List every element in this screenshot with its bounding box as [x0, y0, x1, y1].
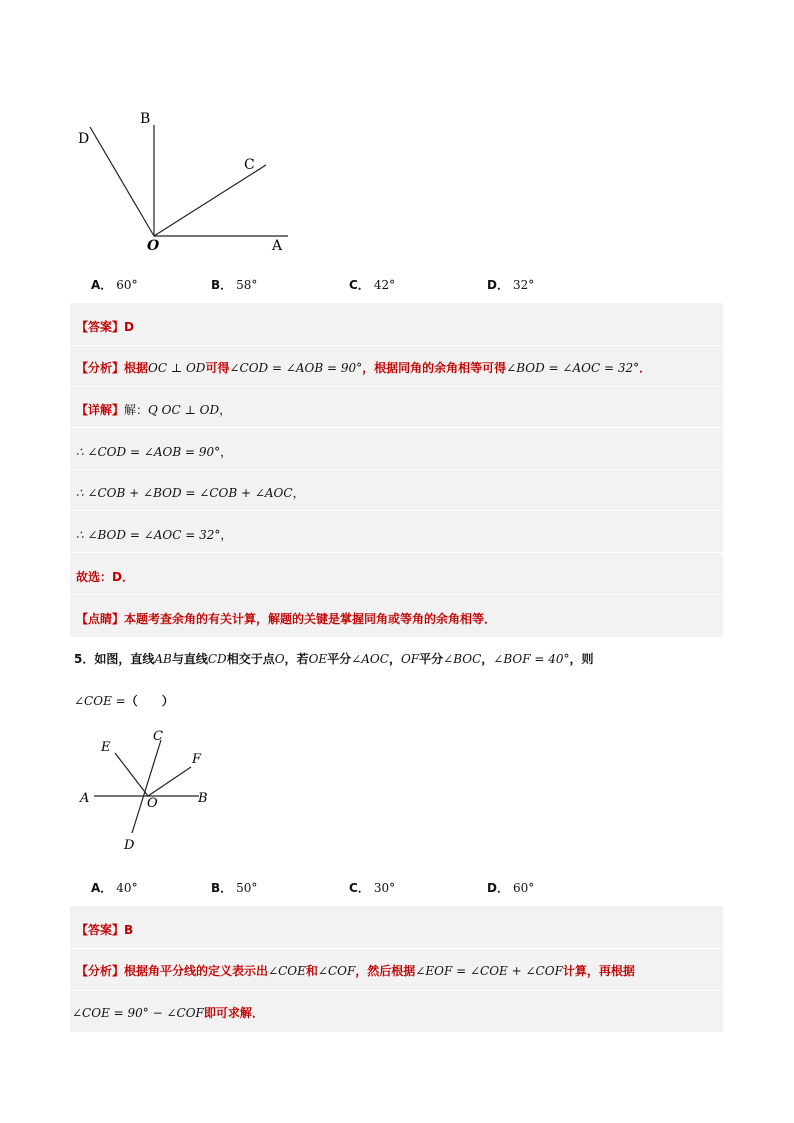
q4-option-b[interactable]: B． 58°: [211, 278, 258, 292]
q4-step-3: ∴ ∠BOD = ∠AOC = 32°，: [76, 528, 233, 542]
q5-option-a[interactable]: A． 40°: [91, 881, 138, 895]
label-b: B: [198, 791, 208, 806]
ray-oc: [154, 165, 266, 236]
q4-options: [91, 276, 731, 298]
q5-option-c[interactable]: C． 30°: [349, 881, 396, 895]
q4-detail: 【详解】解：Q OC ⊥ OD，: [76, 403, 232, 417]
q5-option-b[interactable]: B． 50°: [211, 881, 258, 895]
q4-solution-block: [70, 303, 723, 637]
label-d: D: [78, 131, 90, 147]
q5-stem-line-2: ∠COE =（ ）: [74, 694, 174, 708]
q5-number: 5．: [74, 652, 95, 666]
q4-comment: 【点睛】本题考查余角的有关计算，解题的关键是掌握同角或等角的余角相等．: [76, 612, 497, 626]
q4-step-2: ∴ ∠COB + ∠BOD = ∠COB + ∠AOC，: [76, 486, 305, 500]
q5-stem-line-1: 5．如图，直线AB与直线CD相交于点O，若OE平分∠AOC，OF平分∠BOC，∠BOF = 40°，则: [74, 652, 594, 666]
q5-option-d[interactable]: D． 60°: [487, 881, 535, 895]
label-b: B: [140, 111, 151, 127]
q5-angle-figure: [74, 725, 224, 860]
ray-oe: [115, 753, 148, 796]
ray-od: [90, 127, 154, 236]
label-c: C: [153, 729, 163, 744]
label-c: C: [244, 157, 255, 173]
q4-option-c[interactable]: C． 42°: [349, 278, 396, 292]
ray-of: [148, 767, 191, 796]
q5-solution-block: [70, 906, 723, 1032]
q5-answer: 【答案】B: [76, 923, 134, 937]
q5-analysis-line-1: 【分析】根据角平分线的定义表示出∠COE和∠COF，然后根据∠EOF = ∠COE + ∠COF计算，再根据: [76, 964, 635, 978]
q5-analysis-line-2: ∠COE = 90° − ∠COF即可求解．: [72, 1006, 264, 1020]
label-a: A: [272, 238, 283, 254]
label-f: F: [192, 752, 202, 767]
q4-option-d[interactable]: D． 32°: [487, 278, 535, 292]
label-a: A: [80, 791, 90, 806]
q4-option-a[interactable]: A． 60°: [91, 278, 138, 292]
q4-angle-figure: [70, 105, 300, 255]
q4-analysis: 【分析】根据OC ⊥ OD可得∠COD = ∠AOB = 90°，根据同角的余角相等可得∠BOD = ∠AOC = 32°．: [76, 361, 652, 375]
q4-answer: 【答案】D: [76, 320, 134, 334]
label-o: O: [147, 238, 160, 254]
label-e: E: [101, 740, 111, 755]
q5-options: [91, 879, 731, 901]
label-d: D: [124, 838, 135, 853]
line-cd: [132, 740, 161, 833]
q4-step-1: ∴ ∠COD = ∠AOB = 90°，: [76, 445, 233, 459]
label-o: O: [147, 796, 158, 811]
q4-choice: 故选：D．: [76, 570, 134, 584]
